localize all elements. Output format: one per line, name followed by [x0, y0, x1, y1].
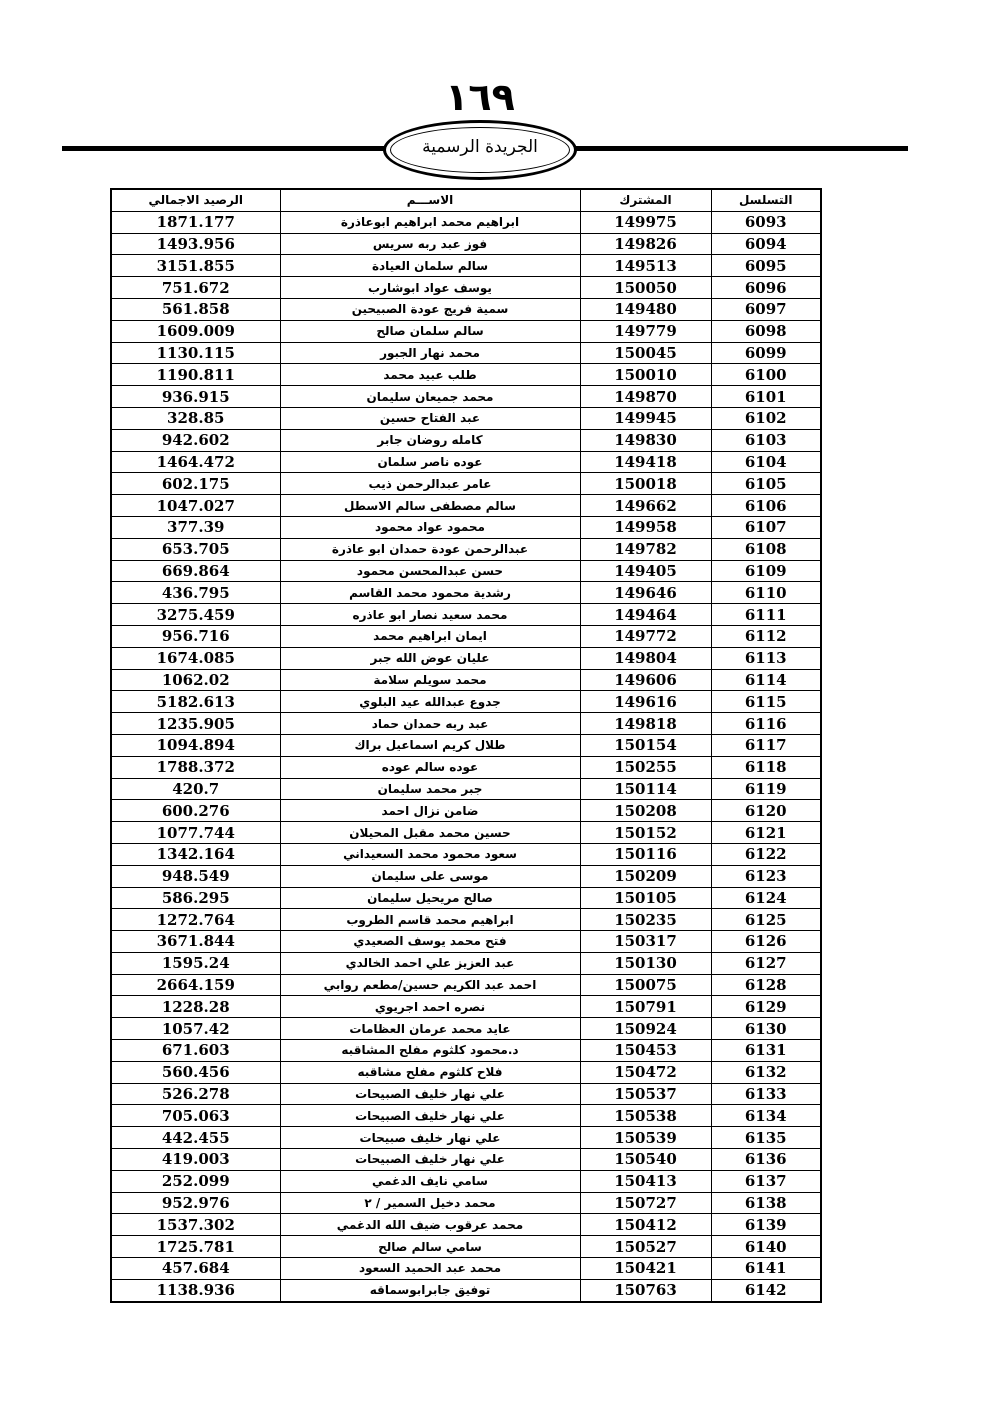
- name-cell: عبد ربه حمدان حماد: [280, 713, 580, 735]
- balance-cell: 1094.894: [111, 734, 280, 756]
- table-row: [111, 386, 821, 408]
- name-cell: محمد نهار الجبور: [280, 342, 580, 364]
- table-row: [111, 952, 821, 974]
- subscriber-cell: 149870: [580, 386, 711, 408]
- name-cell: سامي سالم صالح: [280, 1236, 580, 1258]
- name-cell: عبد الفتاح حسين: [280, 407, 580, 429]
- name-cell: علي نهار خليف الصبيحات: [280, 1083, 580, 1105]
- name-cell: محمد عرقوب ضيف الله الدغمي: [280, 1214, 580, 1236]
- balance-cell: 705.063: [111, 1105, 280, 1127]
- subscriber-cell: 150018: [580, 473, 711, 495]
- serial-cell: 6121: [711, 822, 821, 844]
- subscriber-cell: 150208: [580, 800, 711, 822]
- name-cell: فلاح كلثوم مفلح مشاقبه: [280, 1061, 580, 1083]
- balance-cell: 457.684: [111, 1258, 280, 1280]
- subscriber-cell: 150791: [580, 996, 711, 1018]
- balance-cell: 1047.027: [111, 495, 280, 517]
- subscriber-cell: 150453: [580, 1040, 711, 1062]
- serial-cell: 6142: [711, 1279, 821, 1301]
- subscriber-cell: 150763: [580, 1279, 711, 1301]
- balance-cell: 948.549: [111, 865, 280, 887]
- subscriber-balance-table: [110, 188, 822, 1303]
- serial-cell: 6101: [711, 386, 821, 408]
- serial-cell: 6102: [711, 407, 821, 429]
- balance-cell: 1235.905: [111, 713, 280, 735]
- serial-cell: 6108: [711, 538, 821, 560]
- serial-cell: 6139: [711, 1214, 821, 1236]
- serial-cell: 6097: [711, 298, 821, 320]
- serial-cell: 6111: [711, 604, 821, 626]
- serial-cell: 6141: [711, 1258, 821, 1280]
- table-row: [111, 865, 821, 887]
- balance-cell: 561.858: [111, 298, 280, 320]
- balance-cell: 586.295: [111, 887, 280, 909]
- balance-cell: 952.976: [111, 1192, 280, 1214]
- subscriber-cell: 150209: [580, 865, 711, 887]
- table-row: [111, 822, 821, 844]
- table-row: [111, 320, 821, 342]
- table-row: [111, 233, 821, 255]
- name-cell: سعود محمود محمد السعيداني: [280, 843, 580, 865]
- balance-cell: 956.716: [111, 625, 280, 647]
- table-row: [111, 1040, 821, 1062]
- table-row: [111, 516, 821, 538]
- balance-cell: 526.278: [111, 1083, 280, 1105]
- balance-cell: 669.864: [111, 560, 280, 582]
- balance-cell: 602.175: [111, 473, 280, 495]
- serial-cell: 6093: [711, 211, 821, 233]
- subscriber-cell: 149945: [580, 407, 711, 429]
- serial-cell: 6128: [711, 974, 821, 996]
- balance-cell: 377.39: [111, 516, 280, 538]
- balance-cell: 1871.177: [111, 211, 280, 233]
- table-row: [111, 1170, 821, 1192]
- name-cell: ايمان ابراهيم محمد: [280, 625, 580, 647]
- table-row: [111, 713, 821, 735]
- subscriber-cell: 150540: [580, 1149, 711, 1171]
- subscriber-cell: 150235: [580, 909, 711, 931]
- name-cell: سامي نايف الدغمي: [280, 1170, 580, 1192]
- subscriber-cell: 149804: [580, 647, 711, 669]
- balance-cell: 936.915: [111, 386, 280, 408]
- table-row: [111, 1279, 821, 1301]
- balance-cell: 1788.372: [111, 756, 280, 778]
- header-balance: الرصيد الاجمالي: [111, 189, 280, 211]
- table-row: [111, 931, 821, 953]
- table-row: [111, 582, 821, 604]
- name-cell: علي نهار خليف صبيحات: [280, 1127, 580, 1149]
- serial-cell: 6103: [711, 429, 821, 451]
- subscriber-cell: 149646: [580, 582, 711, 604]
- name-cell: احمد عبد الكريم حسين/مطعم روابي: [280, 974, 580, 996]
- name-cell: عوده سالم عوده: [280, 756, 580, 778]
- subscriber-cell: 150130: [580, 952, 711, 974]
- table-row: [111, 560, 821, 582]
- serial-cell: 6131: [711, 1040, 821, 1062]
- serial-cell: 6119: [711, 778, 821, 800]
- serial-cell: 6126: [711, 931, 821, 953]
- balance-cell: 1609.009: [111, 320, 280, 342]
- serial-cell: 6095: [711, 255, 821, 277]
- serial-cell: 6130: [711, 1018, 821, 1040]
- balance-cell: 1595.24: [111, 952, 280, 974]
- serial-cell: 6112: [711, 625, 821, 647]
- subscriber-cell: 150152: [580, 822, 711, 844]
- subscriber-cell: 150727: [580, 1192, 711, 1214]
- subscriber-cell: 150412: [580, 1214, 711, 1236]
- table-row: [111, 1083, 821, 1105]
- table-row: [111, 647, 821, 669]
- balance-cell: 600.276: [111, 800, 280, 822]
- subscriber-cell: 149405: [580, 560, 711, 582]
- table-row: [111, 1061, 821, 1083]
- name-cell: طلب عبيد محمد: [280, 364, 580, 386]
- table-header-row: [111, 189, 821, 211]
- table-row: [111, 495, 821, 517]
- table-row: [111, 1127, 821, 1149]
- table-row: [111, 1214, 821, 1236]
- subscriber-cell: 149826: [580, 233, 711, 255]
- serial-cell: 6094: [711, 233, 821, 255]
- serial-cell: 6107: [711, 516, 821, 538]
- name-cell: علي نهار خليف الصبيحات: [280, 1149, 580, 1171]
- table-row: [111, 451, 821, 473]
- serial-cell: 6123: [711, 865, 821, 887]
- serial-cell: 6116: [711, 713, 821, 735]
- table-row: [111, 887, 821, 909]
- serial-cell: 6115: [711, 691, 821, 713]
- balance-cell: 5182.613: [111, 691, 280, 713]
- name-cell: عبد العزيز علي احمد الخالدي: [280, 952, 580, 974]
- serial-cell: 6113: [711, 647, 821, 669]
- name-cell: توفيق جابرابوسماقه: [280, 1279, 580, 1301]
- balance-cell: 751.672: [111, 277, 280, 299]
- serial-cell: 6137: [711, 1170, 821, 1192]
- subscriber-cell: 150472: [580, 1061, 711, 1083]
- balance-cell: 1062.02: [111, 669, 280, 691]
- name-cell: فوز عبد ربه سريس: [280, 233, 580, 255]
- balance-cell: 2664.159: [111, 974, 280, 996]
- name-cell: ابراهيم محمد ابراهيم ابوعاذرة: [280, 211, 580, 233]
- subscriber-cell: 150539: [580, 1127, 711, 1149]
- balance-cell: 1190.811: [111, 364, 280, 386]
- serial-cell: 6117: [711, 734, 821, 756]
- table-row: [111, 625, 821, 647]
- subscriber-cell: 150527: [580, 1236, 711, 1258]
- balance-cell: 1674.085: [111, 647, 280, 669]
- name-cell: يوسف عواد ابوشارب: [280, 277, 580, 299]
- subscriber-cell: 150075: [580, 974, 711, 996]
- serial-cell: 6100: [711, 364, 821, 386]
- name-cell: موسى على سليمان: [280, 865, 580, 887]
- subscriber-cell: 149779: [580, 320, 711, 342]
- subscriber-cell: 150010: [580, 364, 711, 386]
- balance-cell: 1228.28: [111, 996, 280, 1018]
- subscriber-cell: 150421: [580, 1258, 711, 1280]
- name-cell: محمد سويلم سلامة: [280, 669, 580, 691]
- serial-cell: 6133: [711, 1083, 821, 1105]
- table-row: [111, 1105, 821, 1127]
- subscriber-cell: 149975: [580, 211, 711, 233]
- subscriber-cell: 150413: [580, 1170, 711, 1192]
- name-cell: عامر عبدالرحمن ذيب: [280, 473, 580, 495]
- subscriber-cell: 149830: [580, 429, 711, 451]
- serial-cell: 6129: [711, 996, 821, 1018]
- serial-cell: 6105: [711, 473, 821, 495]
- serial-cell: 6104: [711, 451, 821, 473]
- serial-cell: 6109: [711, 560, 821, 582]
- name-cell: محمد سعيد نصار ابو عاذره: [280, 604, 580, 626]
- balance-cell: 1077.744: [111, 822, 280, 844]
- table-row: [111, 756, 821, 778]
- subscriber-cell: 149513: [580, 255, 711, 277]
- balance-cell: 1342.164: [111, 843, 280, 865]
- gazette-name: الجريدة الرسمية: [422, 137, 538, 157]
- balance-cell: 1138.936: [111, 1279, 280, 1301]
- subscriber-cell: 149418: [580, 451, 711, 473]
- serial-cell: 6110: [711, 582, 821, 604]
- name-cell: عايد محمد عرمان العظامات: [280, 1018, 580, 1040]
- name-cell: جدوع عبدالله عيد البلوي: [280, 691, 580, 713]
- table-row: [111, 407, 821, 429]
- name-cell: محمود عواد محمود: [280, 516, 580, 538]
- table-row: [111, 734, 821, 756]
- subscriber-cell: 150924: [580, 1018, 711, 1040]
- serial-cell: 6096: [711, 277, 821, 299]
- subscriber-cell: 150116: [580, 843, 711, 865]
- serial-cell: 6098: [711, 320, 821, 342]
- name-cell: محمد عبد الحميد السعود: [280, 1258, 580, 1280]
- balance-cell: 3671.844: [111, 931, 280, 953]
- name-cell: سمية فريج عودة الصبيحين: [280, 298, 580, 320]
- balance-cell: 1272.764: [111, 909, 280, 931]
- balance-cell: 252.099: [111, 1170, 280, 1192]
- serial-cell: 6140: [711, 1236, 821, 1258]
- name-cell: د.محمود كلثوم مفلح المشاقبه: [280, 1040, 580, 1062]
- name-cell: عبدالرحمن عودة حمدان ابو عاذرة: [280, 538, 580, 560]
- serial-cell: 6114: [711, 669, 821, 691]
- balance-cell: 436.795: [111, 582, 280, 604]
- table-row: [111, 364, 821, 386]
- name-cell: طلال كريم اسماعيل براك: [280, 734, 580, 756]
- table-row: [111, 342, 821, 364]
- table-row: [111, 800, 821, 822]
- header-subscriber: المشترك: [580, 189, 711, 211]
- table-row: [111, 974, 821, 996]
- serial-cell: 6120: [711, 800, 821, 822]
- serial-cell: 6138: [711, 1192, 821, 1214]
- subscriber-cell: 150255: [580, 756, 711, 778]
- serial-cell: 6127: [711, 952, 821, 974]
- name-cell: عليان عوض الله جبر: [280, 647, 580, 669]
- name-cell: سالم سلمان العيادة: [280, 255, 580, 277]
- balance-cell: 442.455: [111, 1127, 280, 1149]
- subscriber-cell: 150537: [580, 1083, 711, 1105]
- name-cell: صالح مريحيل سليمان: [280, 887, 580, 909]
- serial-cell: 6134: [711, 1105, 821, 1127]
- name-cell: نصره احمد اجريوي: [280, 996, 580, 1018]
- serial-cell: 6132: [711, 1061, 821, 1083]
- serial-cell: 6118: [711, 756, 821, 778]
- name-cell: سالم سلمان صالح: [280, 320, 580, 342]
- table-row: [111, 1192, 821, 1214]
- subscriber-cell: 150050: [580, 277, 711, 299]
- table-row: [111, 604, 821, 626]
- balance-cell: 1464.472: [111, 451, 280, 473]
- subscriber-cell: 150154: [580, 734, 711, 756]
- name-cell: محمد دخيل السمير / ٢: [280, 1192, 580, 1214]
- balance-cell: 420.7: [111, 778, 280, 800]
- table-row: [111, 778, 821, 800]
- header-serial: التسلسل: [711, 189, 821, 211]
- balance-cell: 328.85: [111, 407, 280, 429]
- table-row: [111, 538, 821, 560]
- name-cell: سالم مصطفى سالم الاسطل: [280, 495, 580, 517]
- serial-cell: 6124: [711, 887, 821, 909]
- table-row: [111, 909, 821, 931]
- subscriber-cell: 149818: [580, 713, 711, 735]
- table-row: [111, 255, 821, 277]
- page-number: ١٦٩: [445, 75, 515, 119]
- name-cell: جبر محمد سليمان: [280, 778, 580, 800]
- name-cell: عوده ناصر سلمان: [280, 451, 580, 473]
- subscriber-cell: 149616: [580, 691, 711, 713]
- name-cell: رشدية محمود محمد القاسم: [280, 582, 580, 604]
- subscriber-cell: 150317: [580, 931, 711, 953]
- table-row: [111, 691, 821, 713]
- balance-cell: 1130.115: [111, 342, 280, 364]
- table-row: [111, 298, 821, 320]
- subscriber-cell: 149772: [580, 625, 711, 647]
- subscriber-cell: 149958: [580, 516, 711, 538]
- name-cell: فتح محمد يوسف الصعيدي: [280, 931, 580, 953]
- subscriber-cell: 150114: [580, 778, 711, 800]
- subscriber-cell: 149464: [580, 604, 711, 626]
- name-cell: كامله روضان جابر: [280, 429, 580, 451]
- table-row: [111, 277, 821, 299]
- balance-cell: 942.602: [111, 429, 280, 451]
- table-row: [111, 843, 821, 865]
- serial-cell: 6135: [711, 1127, 821, 1149]
- subscriber-cell: 149782: [580, 538, 711, 560]
- serial-cell: 6106: [711, 495, 821, 517]
- masthead-oval: [383, 120, 577, 180]
- subscriber-cell: 150538: [580, 1105, 711, 1127]
- balance-cell: 1493.956: [111, 233, 280, 255]
- balance-cell: 560.456: [111, 1061, 280, 1083]
- name-cell: حسين محمد مقبل المحيلان: [280, 822, 580, 844]
- subscriber-cell: 150105: [580, 887, 711, 909]
- name-cell: ابراهيم محمد قاسم الطروب: [280, 909, 580, 931]
- name-cell: محمد جميعان سليمان: [280, 386, 580, 408]
- table-row: [111, 996, 821, 1018]
- gazette-masthead: [62, 118, 908, 182]
- table-row: [111, 1149, 821, 1171]
- serial-cell: 6122: [711, 843, 821, 865]
- serial-cell: 6136: [711, 1149, 821, 1171]
- table-row: [111, 1018, 821, 1040]
- table-row: [111, 669, 821, 691]
- name-cell: علي نهار خليف الصبيحات: [280, 1105, 580, 1127]
- table-row: [111, 211, 821, 233]
- subscriber-cell: 149480: [580, 298, 711, 320]
- table-row: [111, 429, 821, 451]
- subscriber-cell: 149606: [580, 669, 711, 691]
- serial-cell: 6125: [711, 909, 821, 931]
- table-row: [111, 473, 821, 495]
- balance-cell: 671.603: [111, 1040, 280, 1062]
- balance-cell: 3275.459: [111, 604, 280, 626]
- balance-cell: 1057.42: [111, 1018, 280, 1040]
- subscriber-cell: 150045: [580, 342, 711, 364]
- name-cell: ضامن نزال احمد: [280, 800, 580, 822]
- balance-cell: 419.003: [111, 1149, 280, 1171]
- table-row: [111, 1236, 821, 1258]
- name-cell: حسن عبدالمحسن محمود: [280, 560, 580, 582]
- balance-cell: 653.705: [111, 538, 280, 560]
- balance-cell: 3151.855: [111, 255, 280, 277]
- table-row: [111, 1258, 821, 1280]
- subscriber-cell: 149662: [580, 495, 711, 517]
- balance-cell: 1725.781: [111, 1236, 280, 1258]
- header-name: الاســـم: [280, 189, 580, 211]
- balance-cell: 1537.302: [111, 1214, 280, 1236]
- serial-cell: 6099: [711, 342, 821, 364]
